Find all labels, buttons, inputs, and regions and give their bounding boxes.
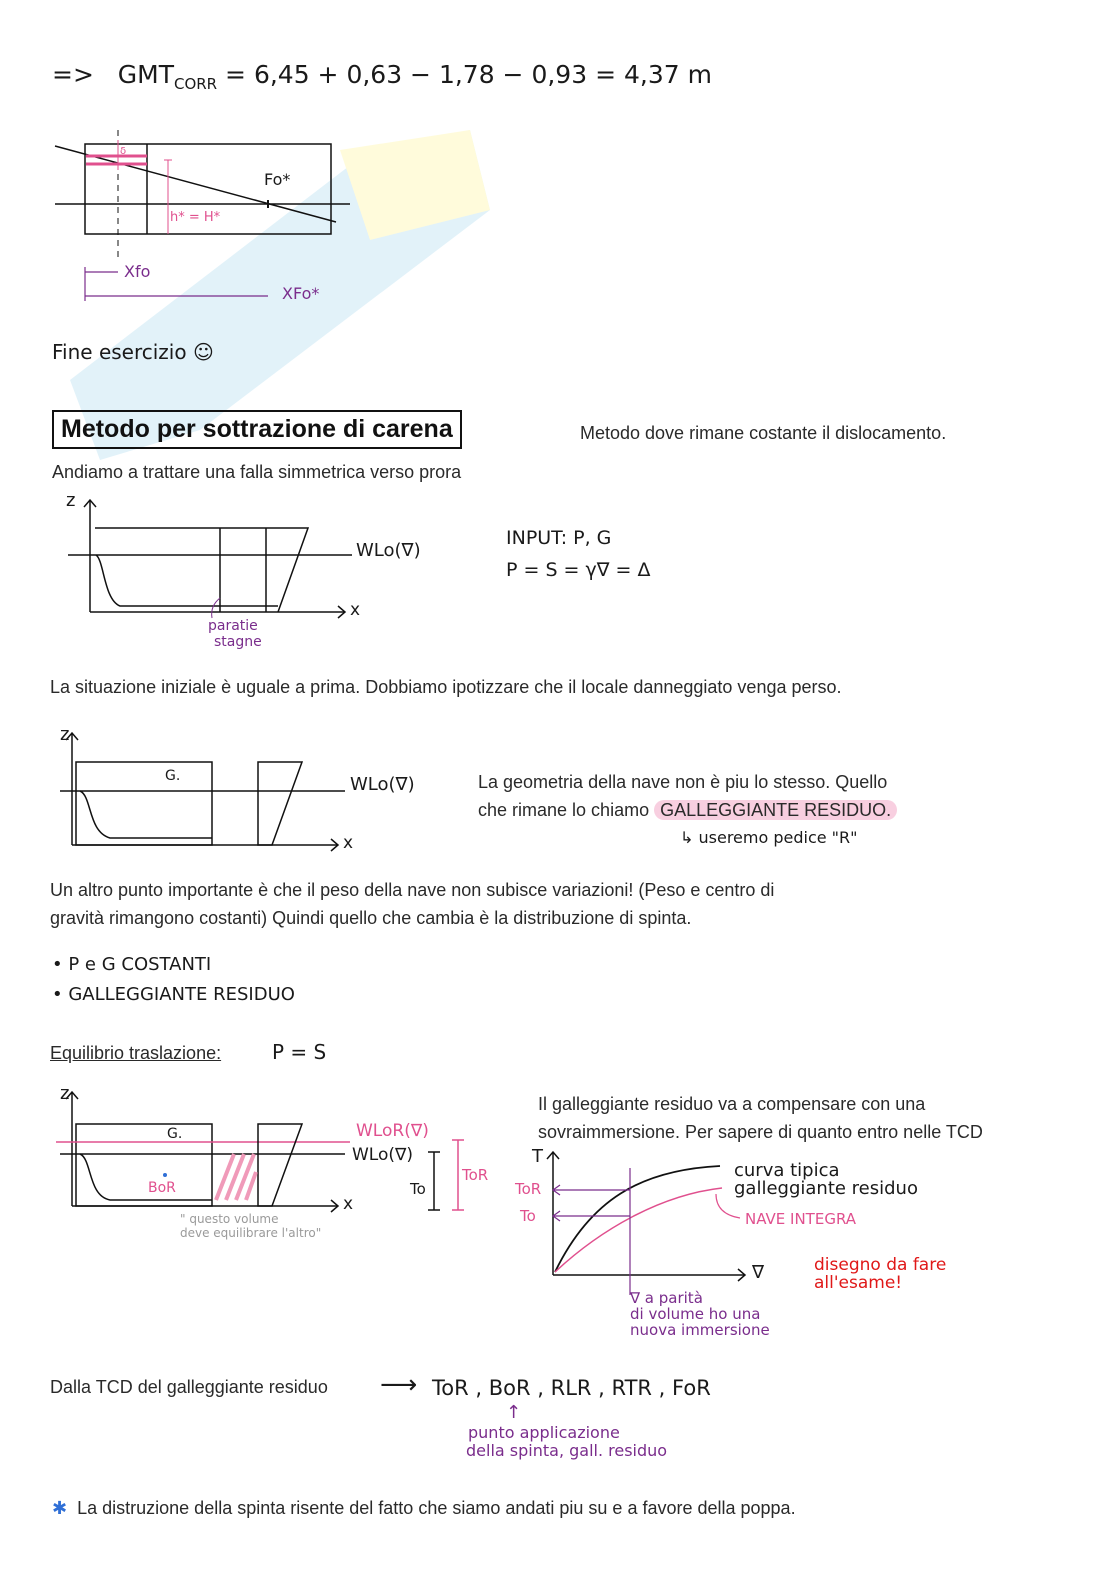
x-axis-label-2: x <box>343 833 354 853</box>
waterline-label-2: WLo(∇) <box>350 774 415 795</box>
g-point-label-2: G. <box>167 1126 183 1142</box>
xfo-star-label: XFo* <box>282 284 320 303</box>
paragraph-weight-constant: Un altro punto importante è che il peso della nave non subisce variazioni! (Peso e centro di gravità rimangono costanti) Quindi quello che cambia è la distribuzione di spinta. <box>50 880 775 928</box>
tor-label: ToR <box>462 1166 489 1184</box>
wlo-label: WLo(∇) <box>352 1145 414 1165</box>
bor-label: BoR <box>148 1180 176 1196</box>
gmt-formula: => $GMT_{CORR} = 6,45 + 0,63 - 1,78 - 0,93 = 4,37$ m <box>52 60 712 93</box>
subscript-note: ↳ useremo pedice "R" <box>680 828 858 847</box>
residual-floater-text: La geometria della nave non è piu lo stesso. Quello che rimane lo chiamo GALLEGGIANTE RESIDUO. <box>478 768 897 824</box>
equilibrium-equation: P = S <box>272 1040 327 1064</box>
t-axis-label: T <box>532 1146 543 1167</box>
final-note: ✱ La distruzione della spinta risente del fatto che siamo andati piu su e a favore della poppa. <box>52 1498 796 1518</box>
equilibrium-label: Equilibrio traslazione: <box>50 1043 222 1063</box>
small-delta-label: δ <box>120 146 127 157</box>
section-intro: Andiamo a trattare una falla simmetrica verso prora <box>52 462 462 482</box>
tcd-arrow: ⟶ <box>380 1370 418 1400</box>
list-item: • GALLEGGIANTE RESIDUO <box>52 984 295 1005</box>
paratie-stagne-label: paratie stagne <box>208 618 262 650</box>
note-arrow: ↑ <box>506 1402 522 1423</box>
list-item: • P e G COSTANTI <box>52 954 212 975</box>
g-point-label: G. <box>165 768 181 784</box>
curve-label: curva tipica galleggiante residuo <box>734 1160 918 1199</box>
nave-integra-label: NAVE INTEGRA <box>745 1210 857 1228</box>
z-axis-label: z <box>66 490 76 511</box>
wlor-label: WLoR(∇) <box>356 1121 429 1141</box>
x-axis-label-3: x <box>343 1194 354 1214</box>
paragraph-initial-situation: La situazione iniziale è uguale a prima. Dobbiamo ipotizzare che il locale danneggiato venga perso. <box>50 677 842 697</box>
fo-star-label: Fo* <box>264 170 291 189</box>
spinta-note: punto applicazione della spinta, gall. residuo <box>466 1423 668 1460</box>
tcd-text: Dalla TCD del galleggiante residuo <box>50 1377 328 1397</box>
section-title: Metodo per sottrazione di carena <box>52 410 462 449</box>
input-block: INPUT: P, G P = S = γ∇ = Δ <box>506 527 651 581</box>
to-axis-label: To <box>520 1207 536 1225</box>
compensation-text: Il galleggiante residuo va a compensare con una sovraimmersione. Per sapere di quanto entro nelle TCD <box>538 1094 983 1142</box>
section-side-note: Metodo dove rimane costante il dislocamento. <box>580 423 947 443</box>
xfo-label: Xfo <box>124 262 151 281</box>
to-label: To <box>410 1180 426 1198</box>
x-axis-label: x <box>350 600 361 620</box>
asterisk-icon: ✱ <box>52 1498 68 1518</box>
exam-note: disegno da fare all'esame! <box>814 1255 947 1293</box>
volume-note: " questo volume deve equilibrare l'altro" <box>180 1212 322 1240</box>
tor-axis-label: ToR <box>515 1180 542 1198</box>
waterline-label: WLo(∇) <box>356 540 421 561</box>
z-axis-label-2: z <box>60 724 70 745</box>
h-star-label: h* = H* <box>170 210 221 225</box>
fine-esercizio: Fine esercizio ☺ <box>52 340 214 364</box>
new-immersion-note: ∇ a parità di volume ho una nuova immersione <box>630 1289 770 1339</box>
volume-axis-label: ∇ <box>752 1262 765 1283</box>
highlight-galleggiante-residuo: GALLEGGIANTE RESIDUO. <box>654 800 897 820</box>
tcd-symbols: ToR , BoR , RLR , RTR , FoR <box>432 1376 711 1400</box>
z-axis-label-3: z <box>60 1083 70 1104</box>
